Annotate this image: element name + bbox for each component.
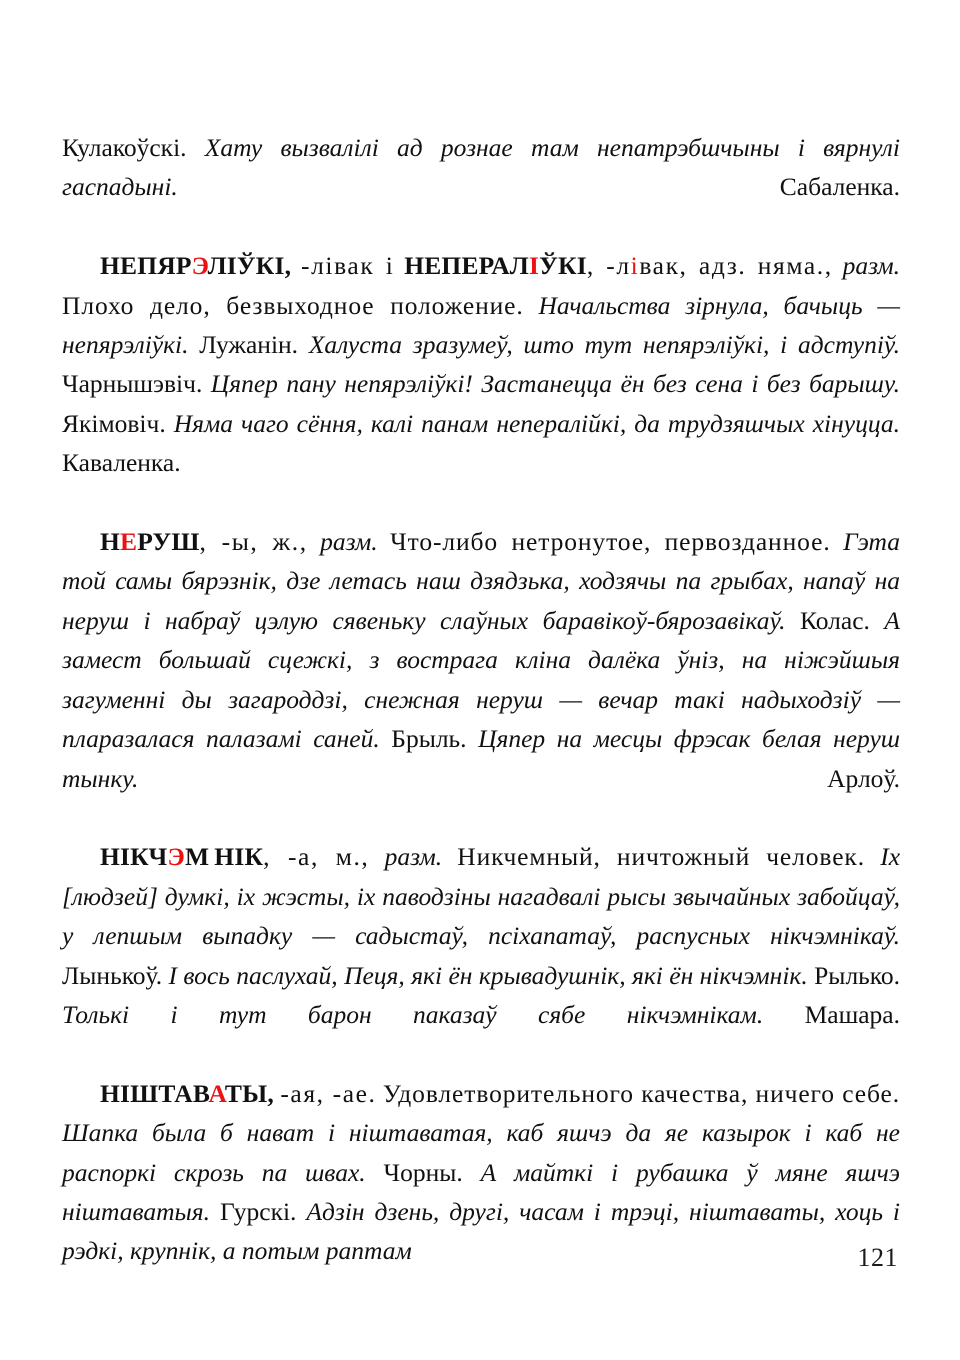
usage-label: разм. <box>842 251 901 281</box>
citation-source: Колас. <box>800 605 870 635</box>
citation-text: Толькі і тут барон паказаў сябе нікчэмнікам. <box>62 999 764 1029</box>
headword: НЕПЯРЭЛІЎКІ, <box>100 251 292 281</box>
citation-source: Лужанін. <box>199 330 299 360</box>
citation-source: Машара. <box>804 999 900 1029</box>
grammar-forms: , -а, м., <box>263 842 370 872</box>
page-number: 121 <box>857 1243 898 1272</box>
stress-mark: І <box>529 251 540 281</box>
definition: Никчемный, ничтожный человек. <box>457 842 865 872</box>
citation-text: Хату вызвалілі ад рознае там непатрэбшчыны і вярнулі гаспадыні. <box>62 133 900 202</box>
citation-source: Арлоў. <box>827 763 900 793</box>
entry-nerush <box>62 522 900 837</box>
citation-text: І вось паслухай, Пеця, які ён крывадушнік, які ён нікчэмнік. <box>168 960 808 990</box>
definition: Удовлетворительного качества, ничего себе. <box>382 1078 900 1108</box>
grammar-forms: -ая, -ае. <box>280 1078 377 1108</box>
citation-text: Гэта той самы бярэзнік, дзе летась наш дзядзька, ходзячы па грыбах, напаў на неруш і набраў цэлую сявеньку слаўных баравікоў-бярозавікаў. <box>62 527 901 635</box>
entry-nepyareliuki <box>62 246 900 522</box>
citation-text: Адзін дзень, другі, часам і трэці, ніштаваты, хоць і рэдкі, крупнік, а потым раптам <box>62 1196 900 1266</box>
citation-text: А замест большай сцежкі, з вострага кліна далёка ўніз, на ніжэйшыя загуменні ды загароддзі, снежная неруш — вечар такі надыходзіў — пларазалася палазамі саней. <box>62 605 900 754</box>
citation-source: Якімовіч. <box>62 408 166 438</box>
headword: НЕРУШ <box>100 527 200 557</box>
entry-nikchemnik <box>62 837 900 1073</box>
citation-text: А майткі і рубашка ў мяне яшчэ ніштаватыя. <box>62 1157 901 1226</box>
citation-source: Чорны. <box>383 1157 463 1187</box>
stress-mark: Э <box>191 251 208 281</box>
stress-mark: Е <box>120 527 138 557</box>
entry-nishtavaty <box>62 1074 900 1271</box>
definition: Что-либо нетронутое, первозданное. <box>390 527 831 557</box>
citation-source: Рылько. <box>814 960 901 990</box>
citation-source: Брыль. <box>391 724 467 754</box>
citation-source: Кулакоўскі. <box>62 133 187 162</box>
citation-source: Сабаленка. <box>779 172 900 202</box>
usage-label: разм. <box>320 527 378 557</box>
stress-mark: А <box>208 1078 225 1108</box>
citation-text: Цяпер на месцы фрэсак белая неруш тынку. <box>62 724 901 793</box>
stress-mark: і <box>630 251 640 281</box>
headword-variant: НЕПЕРАЛІЎКІ <box>404 251 587 281</box>
citation-source: Чарнышэвіч. <box>62 369 203 399</box>
entry-continuation-kulakouski <box>62 128 900 246</box>
citation-text: Цяпер пану непярэліўкі! Застанецца ён без сена і без барышу. <box>210 369 901 399</box>
stress-mark: Э <box>167 842 185 872</box>
headword: НІШТАВАТЫ, <box>100 1078 274 1108</box>
citation-text: Іх [людзей] думкі, іх жэсты, іх паводзіны нагадвалі рысы звычайных забойцаў, у лепшым выпадку — садыстаў, псіхапатаў, распусных нікчэмнікаў. <box>62 842 901 951</box>
grammar-forms: -лівак і <box>301 251 395 281</box>
headword: НІКЧЭМ НІК <box>100 842 264 872</box>
grammar-forms: , -ы, ж., <box>199 527 308 557</box>
citation-source: Лынькоў. <box>62 960 163 990</box>
grammar-forms-variant: , -лівак, адз. няма., <box>586 251 833 281</box>
citation-source: Каваленка. <box>62 448 181 478</box>
citation-text: Халуста зразумеў, што тут непярэліўкі, і адступіў. <box>308 330 901 360</box>
citation-text: Шапка была б нават і ніштаватая, каб яшчэ да яе казырок і каб не распоркі скрозь па швах. <box>62 1118 900 1187</box>
text-column <box>62 128 900 1271</box>
citation-text: Начальства зірнула, бачыць — непярэліўкі. <box>62 290 901 360</box>
definition: Плохо дело, безвыходное положение. <box>62 290 524 320</box>
citation-source: Гурскі. <box>219 1196 297 1226</box>
citation-text: Няма чаго сёння, калі панам непералійкі, да трудзяшчых хінуцца. <box>173 408 901 438</box>
usage-label: разм. <box>384 842 443 872</box>
